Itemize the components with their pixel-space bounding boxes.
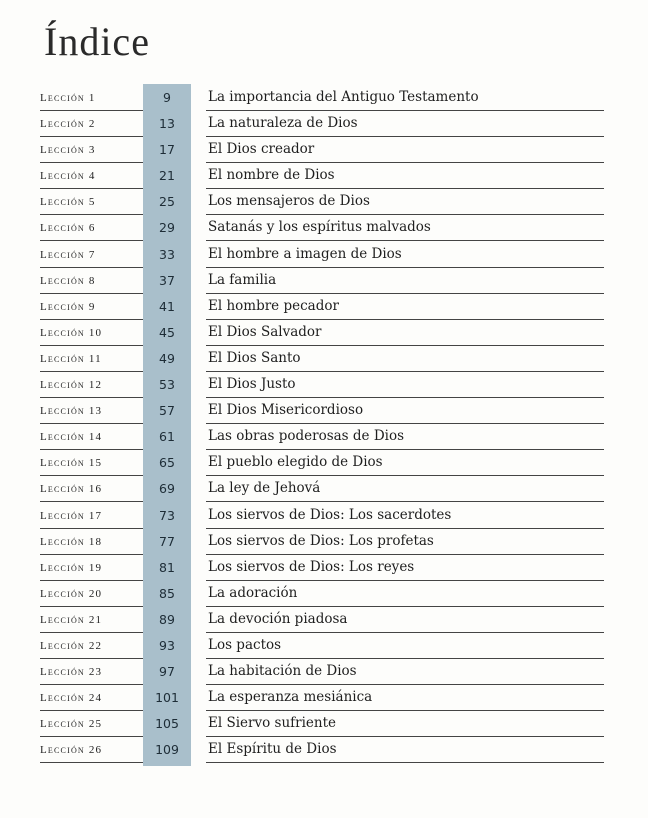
toc-entry: [0, 504, 648, 530]
page-number: 53: [159, 377, 175, 393]
toc-entry: [0, 295, 648, 321]
lesson-title: El Dios Salvador: [208, 323, 322, 340]
lesson-title: El Dios Justo: [208, 376, 296, 393]
divider: [206, 632, 604, 633]
lesson-label: Lección 9: [40, 300, 96, 313]
divider: [40, 110, 143, 111]
divider: [40, 762, 143, 763]
toc-entry: [0, 164, 648, 190]
divider: [40, 632, 143, 633]
divider: [206, 267, 604, 268]
divider: [40, 371, 143, 372]
divider: [206, 319, 604, 320]
lesson-title: El pueblo elegido de Dios: [208, 454, 383, 471]
lesson-label: Lección 8: [40, 274, 96, 287]
page-number: 25: [159, 194, 175, 210]
lesson-title: El Dios creador: [208, 141, 315, 158]
lesson-label: Lección 14: [40, 431, 103, 444]
lesson-title: La adoración: [208, 584, 298, 601]
divider: [206, 580, 604, 581]
lesson-title: Los siervos de Dios: Los reyes: [208, 558, 415, 575]
lesson-title: El Dios Misericordioso: [208, 402, 364, 419]
lesson-label: Lección 16: [40, 483, 103, 496]
page-number: 41: [159, 298, 175, 314]
lesson-label: Lección 13: [40, 405, 103, 418]
lesson-title: Satanás y los espíritus malvados: [208, 219, 431, 236]
lesson-title: Los siervos de Dios: Los profetas: [208, 532, 434, 549]
divider: [40, 319, 143, 320]
divider: [40, 423, 143, 424]
divider: [206, 554, 604, 555]
lesson-title: El Siervo sufriente: [208, 715, 337, 732]
divider: [40, 528, 143, 529]
page-number: 45: [159, 324, 175, 340]
divider: [40, 162, 143, 163]
toc-entry: [0, 738, 648, 764]
page-number: 57: [159, 403, 175, 419]
divider: [206, 397, 604, 398]
divider: [206, 110, 604, 111]
lesson-label: Lección 22: [40, 639, 103, 652]
page-number: 33: [159, 246, 175, 262]
divider: [206, 606, 604, 607]
divider: [206, 162, 604, 163]
divider: [40, 501, 143, 502]
page-number: 105: [155, 716, 179, 732]
toc-entry: [0, 608, 648, 634]
lesson-label: Lección 12: [40, 379, 103, 392]
toc-entry: [0, 347, 648, 373]
lesson-title: La importancia del Antiguo Testamento: [208, 89, 479, 105]
page-number: 9: [163, 90, 171, 105]
toc-entry: [0, 269, 648, 295]
lesson-title: Los mensajeros de Dios: [208, 193, 370, 210]
toc-entry: [0, 556, 648, 582]
lesson-title: Los siervos de Dios: Los sacerdotes: [208, 506, 452, 523]
lesson-title: El hombre a imagen de Dios: [208, 245, 402, 262]
divider: [206, 684, 604, 685]
toc-entry: [0, 399, 648, 425]
divider: [206, 736, 604, 737]
divider: [206, 528, 604, 529]
lesson-title: El Espíritu de Dios: [208, 741, 337, 758]
divider: [40, 188, 143, 189]
divider: [40, 606, 143, 607]
lesson-label: Lección 17: [40, 509, 103, 522]
toc-entry: [0, 112, 648, 138]
divider: [40, 449, 143, 450]
divider: [206, 240, 604, 241]
lesson-label: Lección 19: [40, 561, 103, 574]
toc-entry: [0, 451, 648, 477]
lesson-label: Lección 24: [40, 692, 103, 705]
lesson-label: Lección 21: [40, 613, 103, 626]
toc-entry: [0, 712, 648, 738]
divider: [206, 293, 604, 294]
toc-entry: [0, 530, 648, 556]
divider: [206, 136, 604, 137]
lesson-label: Lección 25: [40, 718, 103, 731]
lesson-title: La familia: [208, 271, 277, 288]
divider: [40, 136, 143, 137]
page-number: 101: [155, 690, 179, 706]
lesson-label: Lección 10: [40, 326, 103, 339]
lesson-title: Los pactos: [208, 636, 282, 653]
page-number: 73: [159, 507, 175, 523]
page-number: 81: [159, 559, 175, 575]
divider: [206, 762, 604, 763]
page-number: 29: [159, 220, 175, 236]
page-title: Índice: [44, 19, 150, 64]
lesson-title: La esperanza mesiánica: [208, 689, 373, 706]
lesson-title: El hombre pecador: [208, 297, 339, 314]
divider: [40, 736, 143, 737]
toc-entry: [0, 634, 648, 660]
page-number: 93: [159, 637, 175, 653]
page-number: 85: [159, 585, 175, 601]
lesson-label: Lección 3: [40, 144, 96, 157]
divider: [206, 214, 604, 215]
divider: [206, 449, 604, 450]
divider: [40, 710, 143, 711]
lesson-label: Lección 23: [40, 666, 103, 679]
toc-entry: [0, 425, 648, 451]
lesson-title: El Dios Santo: [208, 349, 301, 366]
divider: [206, 345, 604, 346]
divider: [40, 684, 143, 685]
lesson-title: El nombre de Dios: [208, 167, 335, 184]
divider: [206, 710, 604, 711]
divider: [40, 214, 143, 215]
divider: [40, 240, 143, 241]
divider: [40, 475, 143, 476]
lesson-title: La devoción piadosa: [208, 610, 348, 627]
page-number: 17: [159, 142, 175, 158]
page-number: 13: [159, 116, 175, 132]
toc-entry: [0, 582, 648, 608]
lesson-label: Lección 4: [40, 170, 96, 183]
toc-entry: [0, 86, 648, 112]
divider: [40, 554, 143, 555]
divider: [206, 423, 604, 424]
lesson-title: La naturaleza de Dios: [208, 115, 358, 132]
lesson-label: Lección 1: [40, 92, 96, 104]
toc-entry: [0, 660, 648, 686]
lesson-label: Lección 6: [40, 222, 96, 235]
divider: [40, 397, 143, 398]
divider: [40, 267, 143, 268]
divider: [206, 188, 604, 189]
lesson-label: Lección 18: [40, 535, 103, 548]
toc-entry: [0, 243, 648, 269]
divider: [206, 475, 604, 476]
toc-entry: [0, 477, 648, 503]
lesson-title: Las obras poderosas de Dios: [208, 428, 405, 445]
toc-entry: [0, 216, 648, 242]
lesson-label: Lección 7: [40, 248, 96, 261]
page-number: 49: [159, 350, 175, 366]
page-number: 21: [159, 168, 175, 184]
lesson-label: Lección 15: [40, 457, 103, 470]
page-number: 77: [159, 533, 175, 549]
page-number: 61: [159, 429, 175, 445]
divider: [40, 293, 143, 294]
divider: [206, 658, 604, 659]
divider: [40, 345, 143, 346]
lesson-label: Lección 2: [40, 118, 96, 131]
page-number: 65: [159, 455, 175, 471]
divider: [206, 371, 604, 372]
lesson-label: Lección 11: [40, 352, 102, 365]
page-number: 37: [159, 272, 175, 288]
divider: [40, 658, 143, 659]
toc-entry: [0, 138, 648, 164]
lesson-label: Lección 20: [40, 587, 103, 600]
divider: [206, 501, 604, 502]
divider: [40, 580, 143, 581]
lesson-title: La habitación de Dios: [208, 663, 357, 680]
toc-list: [0, 86, 648, 764]
page-number: 97: [159, 664, 175, 680]
lesson-label: Lección 5: [40, 196, 96, 209]
page-number: 69: [159, 481, 175, 497]
lesson-label: Lección 26: [40, 744, 103, 757]
page-number: 109: [155, 742, 179, 758]
toc-entry: [0, 190, 648, 216]
toc-entry: [0, 321, 648, 347]
toc-entry: [0, 686, 648, 712]
toc-entry: [0, 373, 648, 399]
page-number: 89: [159, 611, 175, 627]
lesson-title: La ley de Jehová: [208, 480, 321, 497]
